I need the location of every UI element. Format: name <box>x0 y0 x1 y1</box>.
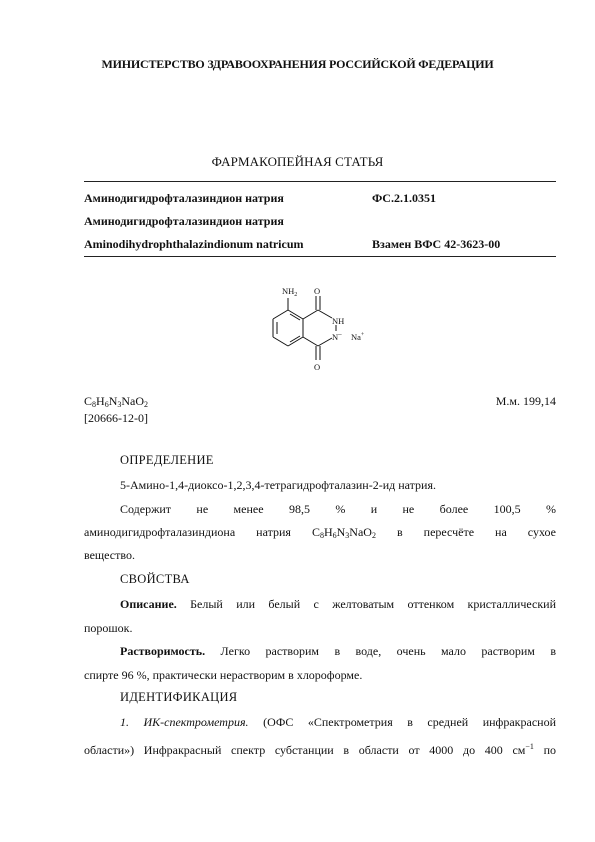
solubility-line-1: Растворимость. Легко растворим в воде, очень мало растворим в <box>120 644 556 658</box>
oxygen-top-label: O <box>314 286 321 296</box>
bottom-rule <box>84 256 556 257</box>
section-properties-title: СВОЙСТВА <box>120 572 190 586</box>
content-line-3: вещество. <box>84 548 135 562</box>
ir-line-1: 1. ИК-спектрометрия. (ОФС «Спектрометрия в средней инфракрасной <box>120 715 556 729</box>
description-line-1: Описание. Белый или белый с желтоватым оттенком кристаллический <box>120 597 556 611</box>
monograph-code: ФС.2.1.0351 <box>372 191 436 205</box>
sodium-label: Na+ <box>351 332 365 342</box>
content-line-2: аминодигидрофталазиндиона натрия $C_8H_6N_3NaO_2$ в пересчёте на сухое <box>84 525 556 540</box>
name-ru-2: Аминодигидрофталазиндион натрия <box>84 214 284 228</box>
name-ru-1: Аминодигидрофталазиндион натрия <box>84 191 284 205</box>
ir-line-2: области») Инфракрасный спектр субстанции в области от 4000 до 400 $см^{-1}$ по <box>84 742 557 757</box>
definition-name: 5-Амино-1,4-диоксо-1,2,3,4-тетрагидрофталазин-2-ид натрия. <box>120 478 436 492</box>
section-definition-title: ОПРЕДЕЛЕНИЕ <box>120 453 214 467</box>
top-rule <box>84 181 556 182</box>
molecular-weight: М.м. 199,14 <box>495 394 556 408</box>
molecular-formula: $C_8H_6N_3NaO_2$ <box>84 394 149 409</box>
amino-label: $NH_2$ <box>282 286 298 298</box>
cas-number: [20666-12-0] <box>84 411 148 425</box>
section-identification-title: ИДЕНТИФИКАЦИЯ <box>120 690 238 704</box>
description-line-2: порошок. <box>84 621 133 635</box>
n-anion-label: N– <box>332 330 342 342</box>
replaces-note: Взамен ВФС 42-3623-00 <box>372 237 501 251</box>
structural-formula <box>250 278 380 378</box>
solubility-line-2: спирте 96 %, практически нерастворим в хлороформе. <box>84 668 363 682</box>
content-line-1: Содержит не менее 98,5 % и не более 100,5 % <box>120 502 556 516</box>
name-latin: Aminodihydrophthalazindionum natricum <box>84 237 304 251</box>
article-title: ФАРМАКОПЕЙНАЯ СТАТЬЯ <box>211 154 384 169</box>
ministry-header: МИНИСТЕРСТВО ЗДРАВООХРАНЕНИЯ РОССИЙСКОЙ ФЕДЕРАЦИИ <box>101 57 494 71</box>
oxygen-bottom-label: O <box>314 362 321 372</box>
structure-bonds <box>273 296 336 360</box>
nh-label: NH <box>332 316 345 326</box>
